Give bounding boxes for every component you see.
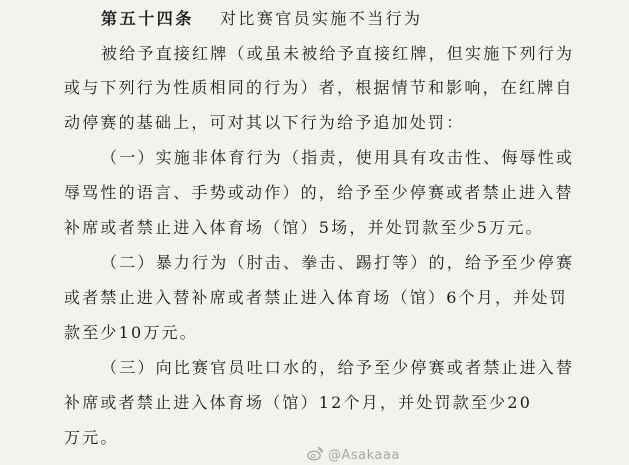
intro-line-2: 或与下列行为性质相同的行为）者，根据情节和影响，在红牌自 <box>64 78 574 97</box>
intro-line-3: 动停赛的基础上，可对其以下行为给予追加处罚： <box>64 113 465 132</box>
item-1-line-2: 辱骂性的语言、手势或动作）的，给予至少停赛或者禁止进入替 <box>64 183 574 202</box>
item-3-line-3: 万元。 <box>64 428 119 447</box>
intro-line-1: 被给予直接红牌（或虽未被给予直接红牌，但实施下列行为 <box>101 44 575 63</box>
item-2-line-2: 或者禁止进入替补席或者禁止进入体育场（馆）6个月，并处罚 <box>64 288 568 307</box>
item-3-line-1: （三）向比赛官员吐口水的，给予至少停赛或者禁止进入替 <box>101 358 575 377</box>
weibo-icon <box>307 446 323 465</box>
watermark <box>307 447 400 463</box>
item-2-line-3: 款至少10万元。 <box>64 323 198 342</box>
article-heading <box>101 9 422 29</box>
watermark-handle: @Asakaaa <box>328 447 400 463</box>
item-2-line-1: （二）暴力行为（肘击、拳击、踢打等）的，给予至少停赛 <box>101 253 575 272</box>
article-number: 第五十四条 <box>101 9 195 28</box>
item-1-line-3: 补席或者禁止进入体育场（馆）5场，并处罚款至少5万元。 <box>64 218 544 237</box>
article-title: 对比赛官员实施不当行为 <box>220 9 423 28</box>
item-1-line-1: （一）实施非体育行为（指责，使用具有攻击性、侮辱性或 <box>101 148 575 167</box>
item-3-line-2: 补席或者禁止进入体育场（馆）12个月，并处罚款至少20 <box>64 393 533 412</box>
